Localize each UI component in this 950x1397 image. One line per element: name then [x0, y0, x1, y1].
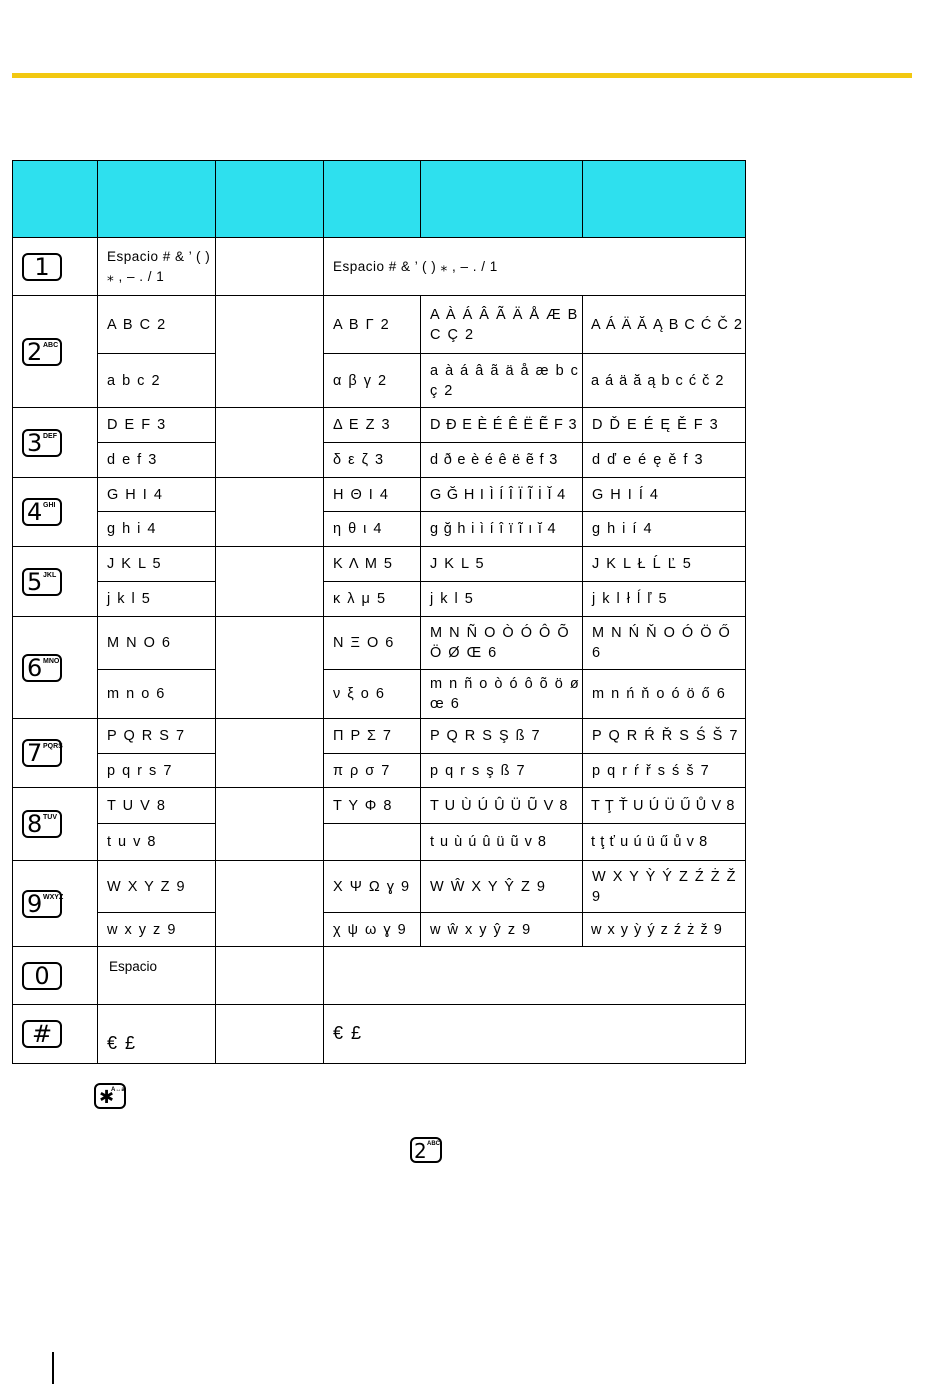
- key-7-icon: 7 PQRS: [22, 739, 62, 767]
- table-cell: η θ ι 4: [324, 512, 421, 547]
- table-cell: W X Y Z 9: [98, 861, 216, 913]
- key-8-icon: 8 TUV: [22, 810, 62, 838]
- table-cell: j k l ł ĺ ľ 5: [583, 582, 746, 617]
- key-3-icon: 3 DEF: [22, 429, 62, 457]
- table-cell: A Á Ä Ă Ą B C Ć Č 2: [583, 296, 746, 354]
- table-row: [13, 824, 746, 861]
- table-cell: j k l 5: [98, 582, 216, 617]
- table-cell: J K L Ł Ĺ Ľ 5: [583, 547, 746, 582]
- key-cell: [13, 947, 98, 1005]
- table-row: [13, 443, 746, 478]
- table-cell: m n ń ň o ó ö ő 6: [583, 670, 746, 719]
- table-row: [13, 754, 746, 788]
- table-cell: α β γ 2: [324, 354, 421, 408]
- key-hash-icon: #: [22, 1020, 62, 1048]
- table-cell-empty: [216, 1005, 324, 1064]
- key-6-icon: 6 MNO: [22, 654, 62, 682]
- table-cell: κ λ μ 5: [324, 582, 421, 617]
- table-cell: π ρ σ 7: [324, 754, 421, 788]
- table-cell: χ ψ ω ɣ 9: [324, 913, 421, 947]
- table-row: [13, 238, 746, 296]
- table-cell: Η Θ Ι 4: [324, 478, 421, 512]
- table-cell-empty: [216, 238, 324, 296]
- table-cell: P Q R S 7: [98, 719, 216, 754]
- table-cell: t u v 8: [98, 824, 216, 861]
- key-2-icon: 2 ABC: [22, 338, 62, 366]
- header-cell-col2: [98, 161, 216, 238]
- character-table: [12, 160, 746, 1064]
- table-row: [13, 478, 746, 512]
- table-cell: w ŵ x y ŷ z 9: [421, 913, 583, 947]
- table-cell-empty: [216, 861, 324, 947]
- top-accent-bar: [12, 73, 912, 78]
- table-cell: D Ď E É Ę Ě F 3: [583, 408, 746, 443]
- table-cell-empty: [216, 719, 324, 788]
- table-cell: Π Ρ Σ 7: [324, 719, 421, 754]
- table-row: [13, 1005, 746, 1064]
- table-cell-wide: € £: [324, 1005, 746, 1064]
- table-cell: g h i 4: [98, 512, 216, 547]
- key-cell: [13, 408, 98, 478]
- table-cell: A B C 2: [98, 296, 216, 354]
- table-row: [13, 354, 746, 408]
- table-cell: M N Ñ O Ò Ó Ô Õ Ö Ø Œ 6: [421, 617, 583, 670]
- table-cell-empty: [216, 296, 324, 408]
- table-cell: P Q R Ŕ Ř S Ś Š 7: [583, 719, 746, 754]
- table-cell: p q r ŕ ř s ś š 7: [583, 754, 746, 788]
- table-cell: M N O 6: [98, 617, 216, 670]
- table-cell: t u ù ú û ü ũ v 8: [421, 824, 583, 861]
- table-cell: d ð e è é ê ë ẽ f 3: [421, 443, 583, 478]
- table-cell: J K L 5: [421, 547, 583, 582]
- table-cell: p q r s ş ß 7: [421, 754, 583, 788]
- header-cell-key: [13, 161, 98, 238]
- key-cell: [13, 719, 98, 788]
- key-1-icon: 1: [22, 253, 62, 281]
- page-margin-rule: [52, 1352, 54, 1384]
- key-5-icon: 5 JKL: [22, 568, 62, 596]
- key-cell: [13, 861, 98, 947]
- table-cell: Espacio: [98, 947, 216, 1005]
- table-cell: A À Á Â Ã Ä Å Æ B C Ç 2: [421, 296, 583, 354]
- table-cell: M N Ń Ň O Ó Ö Ő 6: [583, 617, 746, 670]
- table-row: [13, 617, 746, 670]
- table-cell: T Ţ Ť U Ú Ü Ű Ů V 8: [583, 788, 746, 824]
- table-cell: Ν Ξ Ο 6: [324, 617, 421, 670]
- table-row: [13, 913, 746, 947]
- key-9-icon: 9 WXYZ: [22, 890, 62, 918]
- table-cell-empty: [216, 947, 324, 1005]
- table-row: [13, 547, 746, 582]
- header-cell-col6: [583, 161, 746, 238]
- table-cell: ν ξ ο 6: [324, 670, 421, 719]
- table-row: [13, 788, 746, 824]
- table-cell: g ğ h i ì í î ï ĩ ı ĭ 4: [421, 512, 583, 547]
- header-cell-col3: [216, 161, 324, 238]
- key-cell: [13, 478, 98, 547]
- table-cell: T U Ù Ú Û Ü Ũ V 8: [421, 788, 583, 824]
- key-4-icon: 4 GHI: [22, 498, 62, 526]
- table-row: [13, 670, 746, 719]
- header-cell-col5: [421, 161, 583, 238]
- table-cell-empty: [216, 788, 324, 861]
- table-cell: d ď e é ę ě f 3: [583, 443, 746, 478]
- table-cell: m n o 6: [98, 670, 216, 719]
- table-cell: Χ Ψ Ω ɣ 9: [324, 861, 421, 913]
- key-cell: [13, 296, 98, 408]
- table-cell: g h i í 4: [583, 512, 746, 547]
- table-row: [13, 512, 746, 547]
- table-cell: J K L 5: [98, 547, 216, 582]
- table-cell: W Ŵ X Y Ŷ Z 9: [421, 861, 583, 913]
- table-cell-empty: [216, 478, 324, 547]
- key-0-icon: 0: [22, 962, 62, 990]
- table-cell: Δ Ε Ζ 3: [324, 408, 421, 443]
- key-cell: [13, 1005, 98, 1064]
- table-cell-wide: Espacio # & ’ ( ) ⁎ , – . / 1: [324, 238, 746, 296]
- header-cell-col4: [324, 161, 421, 238]
- table-cell: Α Β Γ 2: [324, 296, 421, 354]
- key-cell: [13, 617, 98, 719]
- table-cell: [324, 824, 421, 861]
- table-cell: P Q R S Ş ß 7: [421, 719, 583, 754]
- table-cell: a à á â ã ä å æ b c ç 2: [421, 354, 583, 408]
- table-cell: w x y ỳ ý z ź ż ž 9: [583, 913, 746, 947]
- table-cell: w x y z 9: [98, 913, 216, 947]
- key-cell: [13, 238, 98, 296]
- table-cell: € £: [98, 1005, 216, 1064]
- table-cell: a b c 2: [98, 354, 216, 408]
- key-cell: [13, 788, 98, 861]
- table-cell: t ţ ť u ú ü ű ů v 8: [583, 824, 746, 861]
- table-cell: Τ Υ Φ 8: [324, 788, 421, 824]
- table-row: [13, 947, 746, 1005]
- table-row: [13, 719, 746, 754]
- table-row: [13, 861, 746, 913]
- table-cell: Κ Λ Μ 5: [324, 547, 421, 582]
- table-cell: d e f 3: [98, 443, 216, 478]
- table-cell: D E F 3: [98, 408, 216, 443]
- key-cell: [13, 547, 98, 617]
- table-cell-wide: [324, 947, 746, 1005]
- table-cell: δ ε ζ 3: [324, 443, 421, 478]
- table-row: [13, 582, 746, 617]
- table-row: [13, 408, 746, 443]
- table-cell: G H I 4: [98, 478, 216, 512]
- header-row: [13, 161, 746, 238]
- table-cell: W X Y Ỳ Ý Z Ź Ż Ž 9: [583, 861, 746, 913]
- table-cell: p q r s 7: [98, 754, 216, 788]
- table-cell: Espacio # & ’ ( ) ⁎ , – . / 1: [98, 238, 216, 296]
- star-case-key-icon: ✱ A↔a: [94, 1083, 126, 1109]
- table-cell-empty: [216, 408, 324, 478]
- table-row: [13, 296, 746, 354]
- table-cell: T U V 8: [98, 788, 216, 824]
- table-cell-empty: [216, 617, 324, 719]
- table-cell: G Ğ H I Ì Í Î Ï Ĩ İ Ĭ 4: [421, 478, 583, 512]
- table-cell: j k l 5: [421, 582, 583, 617]
- table-cell: G H I Í 4: [583, 478, 746, 512]
- table-cell-empty: [216, 547, 324, 617]
- table-cell: a á ä ă ą b c ć č 2: [583, 354, 746, 408]
- key-2-abc-icon: 2 ABC: [410, 1137, 442, 1163]
- table-cell: D Ð E È É Ê Ë Ẽ F 3: [421, 408, 583, 443]
- table-cell: m n ñ o ò ó ô õ ö ø œ 6: [421, 670, 583, 719]
